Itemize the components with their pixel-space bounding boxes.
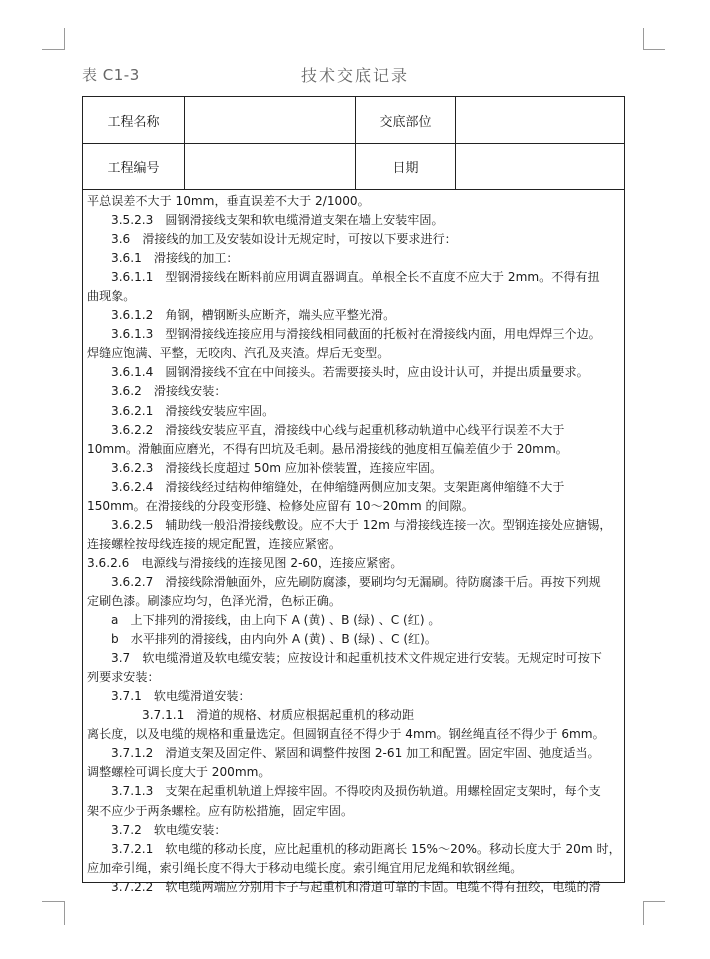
crop-mark-bottom-left xyxy=(42,901,64,902)
content-line: 架不应少于两条螺栓。应有防松措施，固定牢固。 xyxy=(87,803,354,818)
content-line: 定刷色漆。刷漆应均匀，色泽光滑，色标正确。 xyxy=(87,593,341,608)
page-title: 技术交底记录 xyxy=(300,66,409,85)
crop-mark-top-right xyxy=(643,28,644,50)
content-line: 3.7.2 软电缆安装： xyxy=(111,822,227,837)
crop-mark-top-right xyxy=(643,49,665,50)
header-row-2 xyxy=(83,144,624,190)
content-line: 3.6.1.3 型钢滑接线连接应用与滑接线相同截面的托板衬在滑接线内面，用电焊焊三个边。 xyxy=(111,327,601,342)
content-line: 列要求安装： xyxy=(87,670,160,685)
crop-mark-bottom-right xyxy=(643,901,665,902)
form-code: 表 C1-3 xyxy=(82,66,140,84)
content-line: 3.7.1.1 滑道的规格、材质应根据起重机的移动距 xyxy=(142,708,415,723)
date-field[interactable] xyxy=(456,144,624,189)
project-number-field[interactable] xyxy=(185,144,356,189)
content-line: a 上下排列的滑接线，由上向下 A (黄) 、B (绿) 、C (红) 。 xyxy=(111,613,441,628)
content-line: 3.6.2.4 滑接线经过结构伸缩缝处，在伸缩缝两侧应加支架。支架距离伸缩缝不大于 xyxy=(111,479,565,494)
crop-mark-top-left xyxy=(42,49,64,50)
content-line: 3.7.2.2 软电缆两端应分别用卡子与起重机和滑道可靠的卡固。电缆不得有扭绞，电缆的滑 xyxy=(111,879,601,894)
content-line: 3.7.2.1 软电缆的移动长度，应比起重机的移动距离长 15%～20%。移动长度大于 20m 时， xyxy=(111,841,621,856)
project-number-label: 工程编号 xyxy=(83,144,185,189)
content-line: 3.6.2.3 滑接线长度超过 50m 应加补偿装置，连接应牢固。 xyxy=(111,460,443,475)
content-line: 3.7 软电缆滑道及软电缆安装；应按设计和起重机技术文件规定进行安装。无规定时可按下 xyxy=(111,651,602,666)
content-line: 3.6.2.5 辅助线一般沿滑接线敷设。应不大于 12m 与滑接线连接一次。型钢连接处应搪锡， xyxy=(111,517,612,532)
content-line: 3.7.1 软电缆滑道安装： xyxy=(111,689,251,704)
handover-location-label: 交底部位 xyxy=(356,97,456,143)
crop-mark-top-left xyxy=(64,28,65,50)
content-line: 3.6.2.7 滑接线除滑触面外，应先刷防腐漆，要刷均匀无漏刷。待防腐漆干后。再按下列规 xyxy=(111,574,601,589)
content-line: 150mm。在滑接线的分段变形缝、检修处应留有 10～20mm 的间隙。 xyxy=(87,498,474,513)
content-line: b 水平排列的滑接线，由内向外 A (黄) 、B (绿) 、C (红)。 xyxy=(111,632,437,647)
record-form xyxy=(82,96,625,894)
handover-location-field[interactable] xyxy=(456,97,624,143)
content-line: 3.6.2.6 电源线与滑接线的连接见图 2-60，连接应紧密。 xyxy=(87,555,403,570)
header-row-1 xyxy=(83,97,624,144)
content-line: 3.6.2.1 滑接线安装应牢固。 xyxy=(111,403,275,418)
content-line: 连接螺栓按母线连接的规定配置，连接应紧密。 xyxy=(87,536,341,551)
date-label: 日期 xyxy=(356,144,456,189)
content-line: 离长度，以及电缆的规格和重量选定。但圆钢直径不得少于 4mm。钢丝绳直径不得少于 6mm。 xyxy=(87,727,605,742)
content-line: 3.5.2.3 圆钢滑接线支架和软电缆滑道支架在墙上安装牢固。 xyxy=(111,213,444,228)
project-name-label: 工程名称 xyxy=(83,97,185,143)
content-line: 3.6.1.2 角钢，槽钢断头应断齐，端头应平整光滑。 xyxy=(111,308,396,323)
header-table xyxy=(83,97,624,190)
content-line: 3.6.1 滑接线的加工： xyxy=(111,251,239,266)
content-line: 曲现象。 xyxy=(87,289,136,304)
content-line: 应加牵引绳，索引绳长度不得大于移动电缆长度。索引绳宜用尼龙绳和软钢丝绳。 xyxy=(87,860,523,875)
content-line: 3.7.1.2 滑道支架及固定件、紧固和调整件按图 2-61 加工和配置。固定牢固、弛度适当。 xyxy=(111,746,600,761)
project-name-field[interactable] xyxy=(185,97,356,143)
content-line: 3.6.2.2 滑接线安装应平直，滑接线中心线与起重机移动轨道中心线平行误差不大于 xyxy=(111,422,565,437)
content-line: 3.6.2 滑接线安装： xyxy=(111,384,227,399)
content-line: 3.6.1.1 型钢滑接线在断料前应用调直器调直。单根全长不直度不应大于 2mm。不得有扭 xyxy=(111,270,600,285)
handover-content xyxy=(83,190,624,897)
content-line: 3.6 滑接线的加工及安装如设计无规定时，可按以下要求进行： xyxy=(111,232,457,247)
content-line: 3.6.1.4 圆钢滑接线不宜在中间接头。若需要接头时，应由设计认可，并提出质量要求。 xyxy=(111,365,589,380)
content-line: 平总误差不大于 10mm，垂直误差不大于 2/1000。 xyxy=(87,194,370,208)
content-line: 10mm。滑触面应磨光，不得有凹坑及毛刺。悬吊滑接线的弛度相互偏差值少于 20mm。 xyxy=(87,441,568,456)
content-line: 3.7.1.3 支架在起重机轨道上焊接牢固。不得咬肉及损伤轨道。用螺栓固定支架时，每个支 xyxy=(111,784,601,799)
content-line: 焊缝应饱满、平整，无咬肉、汽孔及夹渣。焊后无变型。 xyxy=(87,346,390,361)
crop-mark-bottom-left xyxy=(64,901,65,925)
crop-mark-bottom-right xyxy=(643,901,644,925)
content-line: 调整螺栓可调长度大于 200mm。 xyxy=(87,765,271,780)
